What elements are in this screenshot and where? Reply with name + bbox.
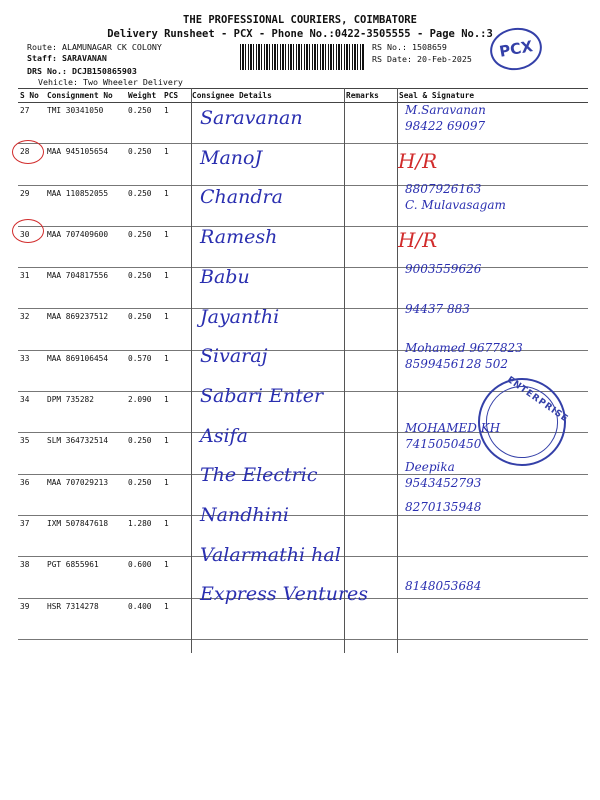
drs-label: DRS No.: DCJB150865903: [27, 66, 137, 76]
signature-cell: [397, 515, 588, 556]
handwritten-consignee: ManoJ: [200, 146, 263, 169]
sno-cell: 33: [18, 350, 45, 391]
handwritten-consignee: Babu: [200, 265, 250, 288]
seal-text: ENTERPRISE: [504, 375, 571, 425]
pcs-cell: 1: [162, 103, 190, 144]
handwritten-phone: 7415050450: [405, 436, 482, 451]
remarks-cell: [344, 226, 397, 267]
handwritten-phone: 9543452793: [405, 476, 482, 491]
pcs-cell: 1: [162, 474, 190, 515]
sno-cell: 32: [18, 309, 45, 350]
consignment-cell: SLM 364732514: [45, 433, 126, 474]
remarks-cell: [344, 144, 397, 185]
handwritten-signature: 9003559626: [405, 261, 482, 276]
col-consignee: Consignee Details: [190, 89, 344, 103]
weight-cell: 0.400: [126, 598, 162, 639]
pcs-cell: 1: [162, 557, 190, 598]
sno-cell: 27: [18, 103, 45, 144]
pcs-cell: 1: [162, 350, 190, 391]
column-divider: [191, 88, 192, 653]
vehicle-label: Vehicle: Two Wheeler Delivery: [38, 77, 183, 87]
handwritten-signature: 8148053684: [405, 579, 482, 594]
weight-cell: 0.250: [126, 268, 162, 309]
remarks-cell: [344, 350, 397, 391]
page-title: THE PROFESSIONAL COURIERS, COIMBATORE: [183, 14, 417, 26]
pcx-stamp-text: PCX: [497, 37, 535, 61]
weight-cell: 0.250: [126, 309, 162, 350]
staff-label: Staff: SARAVANAN: [27, 53, 107, 63]
handwritten-remark: H/R: [398, 148, 438, 173]
handwritten-consignee: Valarmathi hal: [200, 543, 341, 566]
consignment-cell: DPM 735282: [45, 392, 126, 433]
handwritten-signature: MOHAMED KH: [405, 420, 501, 435]
consignment-cell: MAA 869106454: [45, 350, 126, 391]
weight-cell: 0.250: [126, 144, 162, 185]
sno-cell: 36: [18, 474, 45, 515]
pcs-cell: 1: [162, 144, 190, 185]
sno-cell: 39: [18, 598, 45, 639]
col-remarks: Remarks: [344, 89, 397, 103]
handwritten-consignee: Express Ventures: [200, 583, 369, 606]
sno-cell: 34: [18, 392, 45, 433]
consignment-cell: MAA 110852055: [45, 185, 126, 226]
pcs-cell: 1: [162, 309, 190, 350]
handwritten-phone: C. Mulavasagam: [405, 198, 506, 213]
sno-cell: 31: [18, 268, 45, 309]
route-label: Route: ALAMUNAGAR CK COLONY: [27, 42, 162, 52]
weight-cell: 0.250: [126, 103, 162, 144]
consignment-cell: HSR 7314278: [45, 598, 126, 639]
col-weight: Weight: [126, 89, 162, 103]
handwritten-consignee: Nandhini: [200, 504, 289, 526]
weight-cell: 0.250: [126, 226, 162, 267]
handwritten-phone: 8599456128 502: [405, 357, 509, 372]
column-divider: [397, 88, 398, 653]
col-pcs: PCS: [162, 89, 190, 103]
consignment-cell: MAA 707409600: [45, 226, 126, 267]
handwritten-signature: Deepika: [405, 460, 455, 475]
weight-cell: 1.280: [126, 515, 162, 556]
consignment-cell: TMI 30341050: [45, 103, 126, 144]
handwritten-consignee: Sabari Enter: [200, 384, 324, 407]
remarks-cell: [344, 185, 397, 226]
handwritten-signature: 8270135948: [405, 500, 482, 514]
handwritten-consignee: Chandra: [200, 186, 283, 209]
remarks-cell: [344, 309, 397, 350]
col-signature: Seal & Signature: [397, 89, 588, 103]
remarks-cell: [344, 103, 397, 144]
table-row: [18, 144, 588, 185]
sno-cell: 29: [18, 185, 45, 226]
weight-cell: 0.250: [126, 185, 162, 226]
pcs-cell: 1: [162, 185, 190, 226]
pcs-cell: 1: [162, 226, 190, 267]
consignment-cell: PGT 6855961: [45, 557, 126, 598]
remarks-cell: [344, 433, 397, 474]
consignment-cell: MAA 945105654: [45, 144, 126, 185]
table-header-row: [18, 89, 588, 103]
page-subtitle: Delivery Runsheet - PCX - Phone No.:0422-3505555 - Page No.:3: [107, 28, 493, 40]
red-circle-mark: [12, 219, 44, 243]
weight-cell: 0.600: [126, 557, 162, 598]
remarks-cell: [344, 268, 397, 309]
signature-cell: [397, 598, 588, 639]
col-sno: S No: [18, 89, 45, 103]
handwritten-consignee: Asifa: [200, 424, 248, 447]
handwritten-signature: Mohamed 9677823: [405, 341, 523, 356]
pcs-cell: 1: [162, 598, 190, 639]
sno-cell: 38: [18, 557, 45, 598]
pcs-cell: 1: [162, 433, 190, 474]
sno-cell: 37: [18, 515, 45, 556]
red-circle-mark: [12, 140, 44, 164]
sno-cell: 28: [18, 144, 45, 185]
remarks-cell: [344, 474, 397, 515]
consignment-cell: MAA 869237512: [45, 309, 126, 350]
pcs-cell: 1: [162, 392, 190, 433]
handwritten-signature: M.Saravanan: [405, 103, 486, 117]
consignment-cell: MAA 707029213: [45, 474, 126, 515]
handwritten-consignee: Jayanthi: [200, 305, 280, 328]
rs-number: RS No.: 1508659: [372, 42, 447, 52]
handwritten-phone: 98422 69097: [405, 119, 486, 133]
sno-cell: 35: [18, 433, 45, 474]
table-row: [18, 268, 588, 309]
table-row: [18, 226, 588, 267]
handwritten-remark: H/R: [398, 228, 438, 253]
table-row: [18, 103, 588, 144]
column-divider: [344, 88, 345, 653]
handwritten-consignee: Sivaraj: [200, 345, 268, 368]
consignment-cell: MAA 704817556: [45, 268, 126, 309]
barcode: [240, 44, 365, 70]
col-consignment: Consignment No: [45, 89, 126, 103]
weight-cell: 0.570: [126, 350, 162, 391]
weight-cell: 2.090: [126, 392, 162, 433]
weight-cell: 0.250: [126, 433, 162, 474]
handwritten-consignee: Ramesh: [200, 226, 278, 249]
handwritten-signature: 8807926163: [405, 182, 482, 197]
handwritten-consignee: The Electric: [200, 464, 318, 487]
remarks-cell: [344, 392, 397, 433]
handwritten-signature: 94437 883: [405, 301, 470, 316]
remarks-cell: [344, 515, 397, 556]
weight-cell: 0.250: [126, 474, 162, 515]
pcs-cell: 1: [162, 515, 190, 556]
rs-date: RS Date: 20-Feb-2025: [372, 54, 472, 64]
handwritten-consignee: Saravanan: [200, 107, 303, 129]
consignment-cell: IXM 507847618: [45, 515, 126, 556]
pcs-cell: 1: [162, 268, 190, 309]
sno-cell: 30: [18, 226, 45, 267]
